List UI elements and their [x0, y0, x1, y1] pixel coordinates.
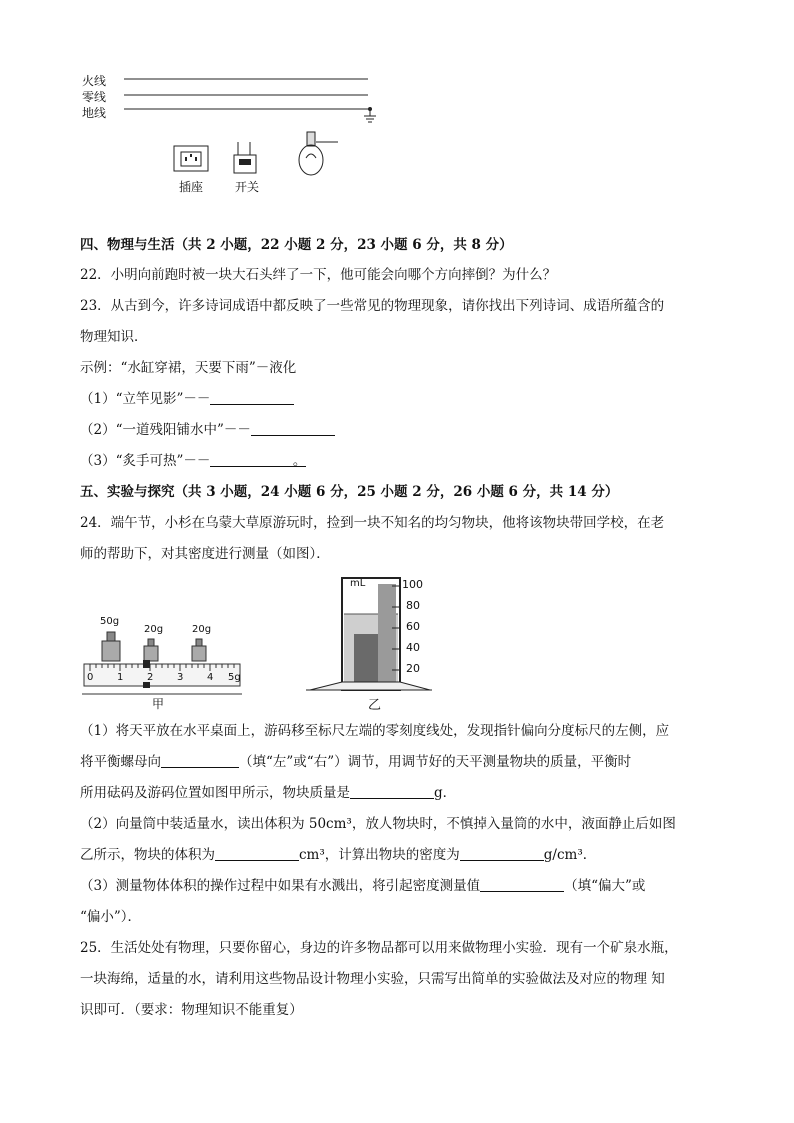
socket-icon: [174, 146, 208, 171]
question-25-line1: 25．生活处处有物理，只要你留心，身边的许多物品都可以用来做物理小实验．现有一个矿泉水瓶，: [80, 940, 678, 956]
answer-blank-3[interactable]: 。: [210, 452, 306, 467]
question-25-line2: 一块海绵，适量的水，请利用这些物品设计物理小实验，只需写出简单的实验做法及对应的物理 知: [80, 971, 665, 987]
figure-jia-caption: 甲: [152, 697, 165, 711]
cylinder-tick-40: 40: [406, 641, 420, 654]
scale-tick-4: 4: [207, 672, 214, 683]
scale-tick-0: 0: [87, 672, 94, 683]
part1-line3: 所用砝码及游码位置如图甲所示，物块质量是 g．: [80, 785, 457, 801]
neutral-wire-label: 零线: [82, 90, 107, 104]
answer-blank-2[interactable]: [251, 421, 335, 436]
part2-line2: 乙所示，物块的体积为 cm³，计算出物块的密度为 g/cm³．: [80, 847, 597, 863]
weight-label-20g-a: 20g: [144, 624, 164, 635]
rider-marker: [143, 660, 150, 668]
scale-tick-1: 1: [117, 672, 124, 683]
switch-label: 开关: [235, 180, 260, 194]
weight-50g: [102, 632, 120, 661]
figure-yi: [302, 574, 434, 712]
question-22: 22．小明向前跑时被一块大石头绊了一下，他可能会向哪个方向摔倒？为什么？: [80, 267, 557, 283]
section5-header: 五、实验与探究（共 3 小题，24 小题 6 分，25 小题 2 分，26 小题 6 分，共 14 分）: [80, 484, 619, 500]
answer-blank-1[interactable]: [210, 390, 294, 405]
item-1: [80, 390, 294, 408]
question-23-line2: 物理知识．: [80, 329, 148, 345]
cylinder-tick-60: 60: [406, 620, 420, 633]
answer-blank-volume[interactable]: [215, 846, 299, 861]
light-bulb-icon: [299, 132, 338, 175]
ground-wire-label: 地线: [82, 106, 107, 120]
cylinder-tick-100: 100: [402, 578, 423, 591]
socket-label: 插座: [179, 180, 204, 194]
figure-jia: [82, 616, 242, 711]
question-24-line1: 24．端午节，小杉在乌蒙大草原游玩时，捡到一块不知名的均匀物块，他将该物块带回学校，在老: [80, 515, 665, 531]
live-wire-label: 火线: [82, 74, 107, 88]
part3-line2: “偏小”）．: [80, 909, 142, 925]
circuit-diagram: [78, 70, 378, 195]
item-1-text: （1）“立竿见影”－－: [80, 391, 211, 407]
section4-header: 四、物理与生活（共 2 小题，22 小题 2 分，23 小题 6 分，共 8 分）: [80, 237, 513, 253]
weight-label-50g: 50g: [100, 616, 120, 627]
answer-blank-density[interactable]: [460, 846, 544, 861]
switch-icon: [234, 142, 256, 173]
weight-20g-b: [192, 639, 206, 661]
part2-line1: （2）向量筒中装适量水，读出体积为 50cm³，放人物块时，不慎掉入量筒的水中，液面静止后如图: [80, 816, 676, 832]
figure-yi-caption: 乙: [368, 698, 382, 713]
cylinder-tick-20: 20: [406, 662, 420, 675]
part1-line2: 将平衡螺母向 （填“左”或“右”）调节，用调节好的天平测量物块的质量，平衡时: [80, 754, 632, 770]
answer-blank-effect[interactable]: [480, 877, 564, 892]
block: [354, 634, 380, 686]
circuit-figure: [78, 70, 378, 195]
question-25-line3: 识即可．（要求：物理知识不能重复）: [80, 1002, 303, 1018]
item-2-text: （2）“一道残阳铺水中”－－: [80, 422, 251, 438]
scale-tick-5g: 5g: [228, 672, 241, 683]
question-24-line2: 师的帮助下，对其密度进行测量（如图）．: [80, 546, 330, 562]
weight-20g-a: [144, 639, 158, 661]
cylinder-unit: mL: [350, 578, 366, 589]
item-2: [80, 421, 335, 439]
item-3-text: （3）“炙手可热”－－: [80, 453, 211, 469]
part1-line1: （1）将天平放在水平桌面上，游码移至标尺左端的零刻度线处，发现指针偏向分度标尺的左侧，应: [80, 723, 670, 739]
item-3: [80, 452, 306, 470]
part3-line1: （3）测量物体体积的操作过程中如果有水溅出，将引起密度测量值 （填“偏大”或: [80, 878, 646, 894]
answer-blank-mass[interactable]: [350, 784, 434, 799]
weight-label-20g-b: 20g: [192, 624, 212, 635]
cylinder-base: [310, 682, 430, 690]
scale-tick-3: 3: [177, 672, 184, 683]
answer-blank-direction[interactable]: [161, 753, 239, 768]
question-23-line1: 23．从古到今，许多诗词成语中都反映了一些常见的物理现象，请你找出下列诗词、成语所蕴含的: [80, 298, 665, 314]
scale-tick-2: 2: [147, 672, 154, 683]
cylinder-tick-80: 80: [406, 599, 420, 612]
example-line: 示例：“水缸穿裙，天要下雨”－液化: [80, 360, 297, 376]
